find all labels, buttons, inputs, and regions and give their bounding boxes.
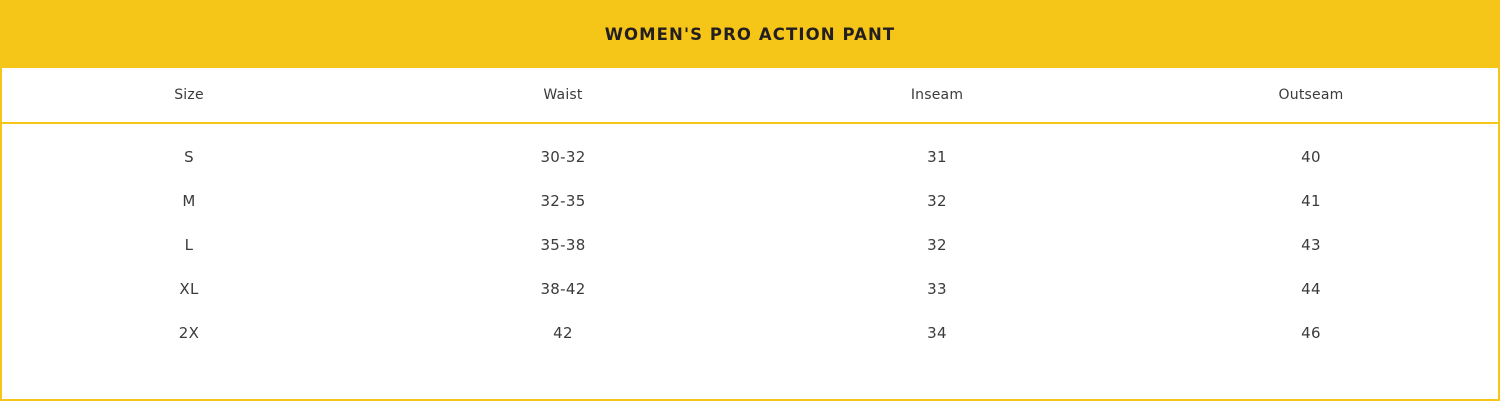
cell-inseam: 34 — [927, 324, 947, 342]
cell-waist: 30-32 — [540, 148, 586, 166]
cell-waist: 42 — [553, 324, 573, 342]
cell-outseam: 46 — [1301, 324, 1321, 342]
table-row — [2, 267, 1498, 311]
column-header-waist: Waist — [376, 68, 750, 123]
cell-size: 2X — [178, 324, 200, 342]
cell-size: M — [182, 192, 196, 210]
table-header — [2, 68, 1498, 123]
size-measurements-table — [2, 68, 1498, 355]
cell-size: L — [184, 236, 194, 254]
cell-waist: 35-38 — [540, 236, 586, 254]
cell-inseam: 32 — [927, 192, 947, 210]
cell-inseam: 31 — [927, 148, 947, 166]
cell-waist: 38-42 — [540, 280, 586, 298]
cell-inseam: 32 — [927, 236, 947, 254]
chart-header-banner — [0, 0, 1500, 68]
chart-body — [0, 68, 1500, 401]
cell-size: S — [184, 148, 194, 166]
cell-size: XL — [179, 280, 199, 298]
column-header-outseam: Outseam — [1124, 68, 1498, 123]
table-row — [2, 311, 1498, 355]
column-header-inseam: Inseam — [750, 68, 1124, 123]
page-title: WOMEN'S PRO ACTION PANT — [604, 24, 896, 44]
cell-outseam: 41 — [1301, 192, 1321, 210]
cell-outseam: 40 — [1301, 148, 1321, 166]
cell-waist: 32-35 — [540, 192, 586, 210]
cell-outseam: 44 — [1301, 280, 1321, 298]
column-header-size: Size — [2, 68, 376, 123]
cell-inseam: 33 — [927, 280, 947, 298]
table-row — [2, 123, 1498, 179]
table-body — [2, 123, 1498, 355]
cell-outseam: 43 — [1301, 236, 1321, 254]
table-row — [2, 179, 1498, 223]
table-row — [2, 223, 1498, 267]
table-header-row — [2, 68, 1498, 123]
table-bottom-space — [2, 355, 1498, 399]
